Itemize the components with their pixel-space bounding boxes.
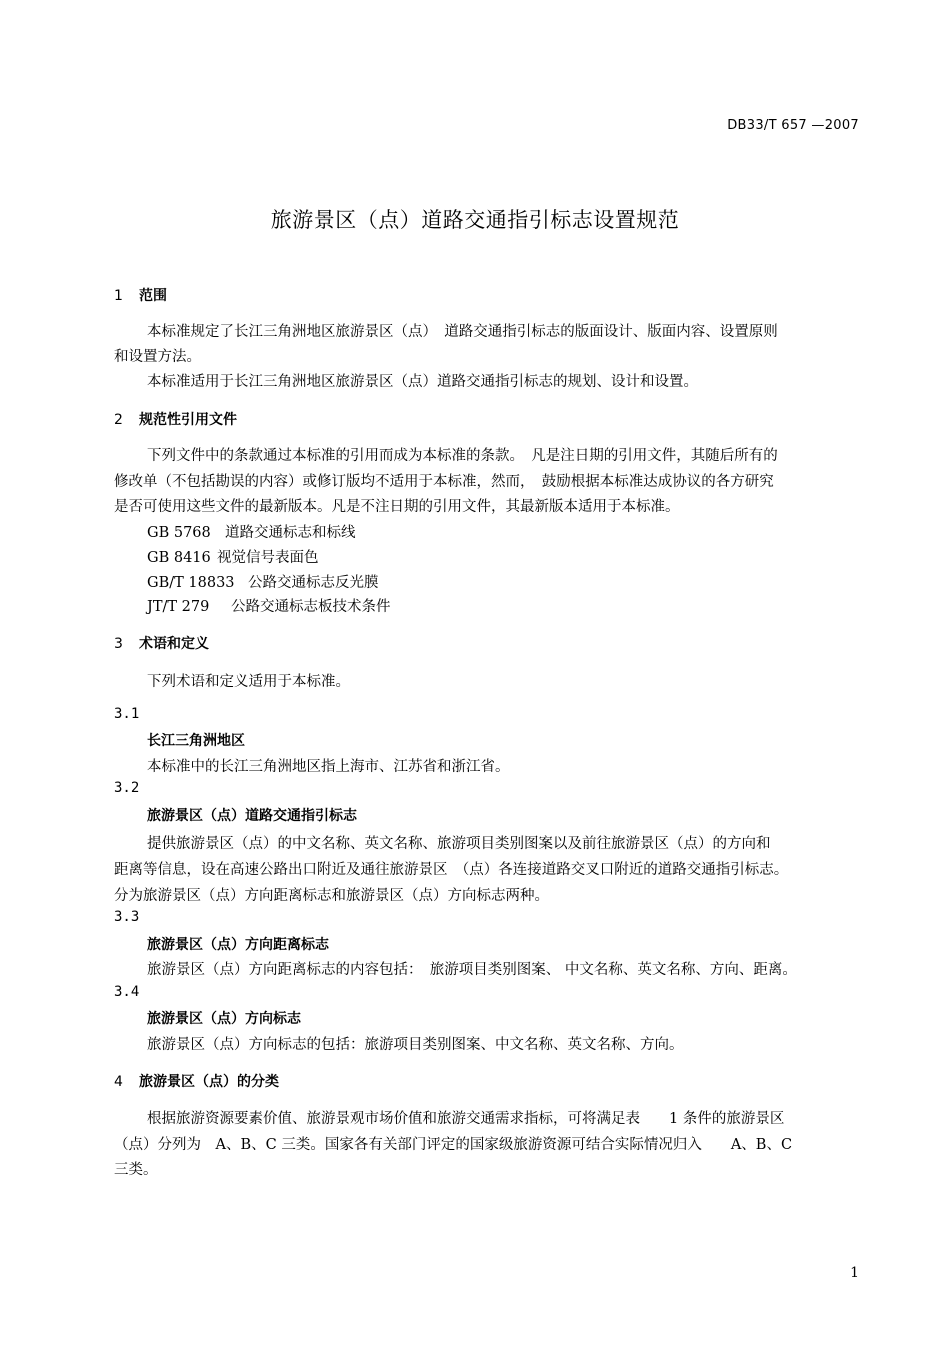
paragraph-line: 本标准中的长江三角洲地区指上海市、江苏省和浙江省。 [147, 759, 510, 775]
page-number: 1 [850, 1265, 859, 1281]
paragraph-line: 和设置方法。 [114, 349, 201, 365]
reference-item [147, 571, 379, 592]
paragraph-line: 下列文件中的条款通过本标准的引用而成为本标准的条款。 凡是注日期的引用文件，其随后所有的 [147, 448, 778, 464]
section-number: 2 [114, 412, 123, 428]
paragraph-line: 下列术语和定义适用于本标准。 [147, 674, 350, 690]
subsection-number: 3.4 [114, 984, 140, 1000]
section-4-heading [114, 1071, 279, 1091]
reference-name: 视觉信号表面色 [217, 550, 319, 566]
reference-item [147, 546, 319, 567]
section-number: 3 [114, 636, 123, 652]
section-title: 旅游景区（点）的分类 [139, 1074, 279, 1090]
paragraph-line: 本标准适用于长江三角洲地区旅游景区（点）道路交通指引标志的规划、设计和设置。 [147, 374, 698, 390]
reference-item [147, 595, 391, 616]
paragraph-line: 三类。 [114, 1162, 158, 1178]
reference-code: JT/T 279 [147, 599, 210, 615]
reference-name: 公路交通标志板技术条件 [231, 599, 391, 615]
term-heading: 旅游景区（点）方向距离标志 [147, 937, 329, 953]
reference-code: GB 8416 [147, 550, 211, 566]
subsection-number: 3.2 [114, 780, 140, 796]
paragraph-line: 是否可使用这些文件的最新版本。凡是不注日期的引用文件，其最新版本适用于本标准。 [114, 499, 680, 515]
section-title: 范围 [139, 288, 167, 304]
section-title: 术语和定义 [139, 636, 209, 652]
reference-code: GB 5768 [147, 525, 211, 541]
reference-item [147, 521, 356, 542]
term-heading: 旅游景区（点）道路交通指引标志 [147, 808, 357, 824]
document-number: DB33/T 657 —2007 [727, 118, 859, 133]
section-2-heading [114, 409, 237, 429]
paragraph-line: 修改单（不包括勘误的内容）或修订版均不适用于本标准，然而， 鼓励根据本标准达成协议的各方研究 [114, 474, 774, 490]
paragraph-line: 根据旅游资源要素价值、旅游景观市场价值和旅游交通需求指标，可将满足表 1 条件的旅游景区 [147, 1111, 785, 1127]
paragraph-line: 旅游景区（点）方向标志的包括：旅游项目类别图案、中文名称、英文名称、方向。 [147, 1037, 684, 1053]
reference-name: 道路交通标志和标线 [225, 525, 356, 541]
reference-name: 公路交通标志反光膜 [248, 575, 379, 591]
term-heading: 旅游景区（点）方向标志 [147, 1011, 301, 1027]
paragraph-line: （点）分列为 A、B、C 三类。国家各有关部门评定的国家级旅游资源可结合实际情况归入 A、B、C [114, 1137, 793, 1153]
subsection-number: 3.3 [114, 909, 140, 925]
section-title: 规范性引用文件 [139, 412, 237, 428]
paragraph-line: 提供旅游景区（点）的中文名称、英文名称、旅游项目类别图案以及前往旅游景区（点）的方向和 [147, 836, 771, 852]
section-1-heading [114, 285, 167, 305]
section-3-heading [114, 633, 209, 653]
term-heading: 长江三角洲地区 [147, 733, 245, 749]
paragraph-line: 距离等信息，设在高速公路出口附近及通往旅游景区 （点）各连接道路交叉口附近的道路交通指引标志。 [114, 862, 789, 878]
document-title: 旅游景区（点）道路交通指引标志设置规范 [270, 208, 680, 232]
reference-code: GB/T 18833 [147, 575, 235, 591]
section-number: 1 [114, 288, 123, 304]
paragraph-line: 分为旅游景区（点）方向距离标志和旅游景区（点）方向标志两种。 [114, 888, 549, 904]
paragraph-line: 本标准规定了长江三角洲地区旅游景区（点） 道路交通指引标志的版面设计、版面内容、设置原则 [147, 324, 778, 340]
paragraph-line: 旅游景区（点）方向距离标志的内容包括： 旅游项目类别图案、 中文名称、英文名称、方向、距离。 [147, 962, 797, 978]
section-number: 4 [114, 1074, 123, 1090]
subsection-number: 3.1 [114, 706, 140, 722]
